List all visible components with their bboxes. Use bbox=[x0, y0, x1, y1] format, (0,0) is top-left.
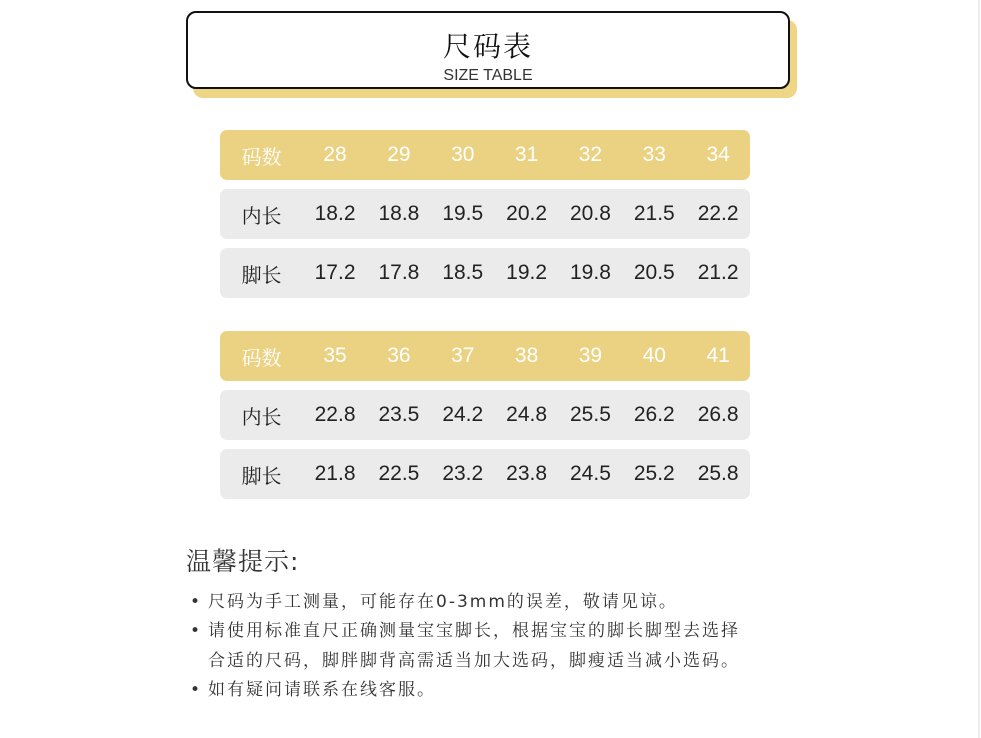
table-cell: 17.8 bbox=[378, 261, 420, 284]
table-cell: 24.5 bbox=[570, 462, 611, 485]
table-cell: 19.8 bbox=[570, 261, 611, 284]
table-cell: 21.5 bbox=[633, 202, 675, 225]
bullet-icon: • bbox=[190, 592, 203, 612]
size-cell: 32 bbox=[578, 143, 603, 166]
table-cell: 23.8 bbox=[506, 462, 548, 485]
table-cell: 23.5 bbox=[378, 403, 420, 426]
bullet-icon: • bbox=[190, 680, 203, 700]
header-label: 码数 bbox=[241, 144, 282, 169]
size-cell: 35 bbox=[323, 344, 347, 367]
row-label: 内长 bbox=[241, 404, 282, 429]
row-label: 脚长 bbox=[241, 463, 282, 488]
size-cell: 28 bbox=[323, 143, 347, 166]
table-row bbox=[220, 449, 750, 499]
table-cell: 20.5 bbox=[633, 261, 675, 284]
table-cell: 22.2 bbox=[697, 202, 739, 225]
table-cell: 25.5 bbox=[570, 403, 611, 426]
tip-text: 请使用标准直尺正确测量宝宝脚长，根据宝宝的脚长脚型去选择 bbox=[208, 621, 740, 641]
row-label: 脚长 bbox=[241, 262, 282, 287]
size-cell: 39 bbox=[578, 344, 603, 367]
size-cell: 40 bbox=[642, 344, 666, 367]
table-cell: 20.2 bbox=[506, 202, 548, 225]
size-cell: 33 bbox=[642, 143, 666, 166]
table-cell: 22.5 bbox=[378, 462, 420, 485]
tips-title: 温馨提示: bbox=[186, 547, 300, 576]
header-label: 码数 bbox=[241, 345, 282, 370]
size-cell: 31 bbox=[514, 143, 539, 166]
size-cell: 30 bbox=[451, 143, 475, 166]
tip-item bbox=[190, 587, 810, 617]
size-cell: 29 bbox=[387, 143, 411, 166]
table-header-row bbox=[220, 331, 750, 381]
table-cell: 26.8 bbox=[697, 403, 739, 426]
table-cell: 24.8 bbox=[506, 403, 548, 426]
table-row bbox=[220, 390, 750, 440]
size-table-1 bbox=[220, 130, 750, 307]
page-title: 尺码表 bbox=[442, 30, 533, 63]
table-cell: 25.8 bbox=[697, 462, 739, 485]
bullet-icon: • bbox=[190, 621, 203, 641]
table-cell: 19.5 bbox=[442, 202, 484, 225]
table-header-row bbox=[220, 130, 750, 180]
table-row bbox=[220, 248, 750, 298]
table-cell: 24.2 bbox=[442, 403, 484, 426]
tip-text: 如有疑问请联系在线客服。 bbox=[208, 680, 436, 700]
table-cell: 26.2 bbox=[633, 403, 675, 426]
table-cell: 19.2 bbox=[506, 261, 548, 284]
page-edge-divider bbox=[978, 0, 980, 738]
size-cell: 41 bbox=[706, 344, 730, 367]
tip-text: 尺码为手工测量，可能存在0-3mm的误差，敬请见谅。 bbox=[208, 592, 678, 612]
table-cell: 21.2 bbox=[697, 261, 739, 284]
tip-text-continued: 合适的尺码，脚胖脚背高需适当加大选码，脚瘦适当减小选码。 bbox=[208, 651, 740, 671]
table-cell: 22.8 bbox=[314, 403, 356, 426]
size-cell: 36 bbox=[387, 344, 411, 367]
table-cell: 23.2 bbox=[442, 462, 484, 485]
table-cell: 18.5 bbox=[442, 261, 484, 284]
table-cell: 20.8 bbox=[570, 202, 611, 225]
table-row bbox=[220, 189, 750, 239]
table-cell: 21.8 bbox=[314, 462, 356, 485]
title-box bbox=[186, 11, 790, 89]
table-cell: 18.8 bbox=[378, 202, 420, 225]
size-cell: 37 bbox=[451, 344, 475, 367]
tip-item bbox=[190, 616, 810, 676]
size-cell: 38 bbox=[514, 344, 539, 367]
table-cell: 25.2 bbox=[633, 462, 675, 485]
table-cell: 18.2 bbox=[314, 202, 356, 225]
table-cell: 17.2 bbox=[314, 261, 356, 284]
tip-item bbox=[190, 675, 810, 705]
size-cell: 34 bbox=[706, 143, 730, 166]
row-label: 内长 bbox=[241, 203, 282, 228]
page-subtitle: SIZE TABLE bbox=[443, 67, 533, 84]
size-table-2 bbox=[220, 331, 750, 508]
